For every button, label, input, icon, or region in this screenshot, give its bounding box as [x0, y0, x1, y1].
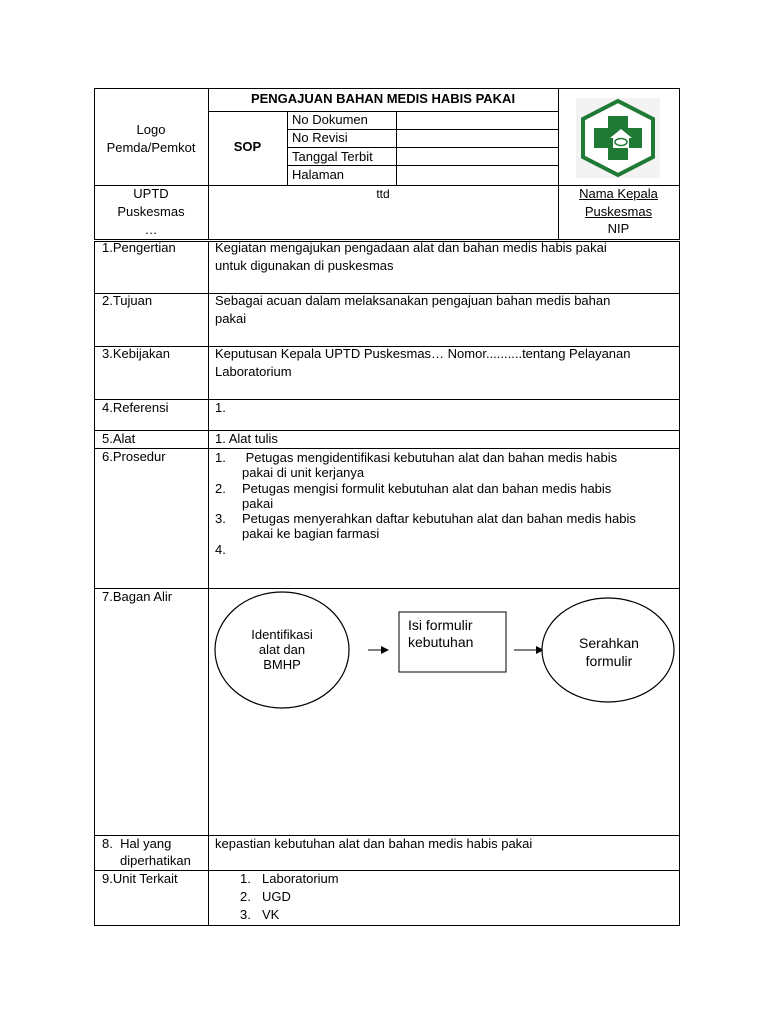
- unit-terkait-item-3-num: 3.: [240, 907, 251, 922]
- unit-terkait-item-2-text: UGD: [262, 889, 291, 904]
- prosedur-item-1: [215, 450, 617, 466]
- unit-line1: UPTD: [133, 186, 169, 201]
- prosedur-item-4: [215, 542, 242, 558]
- unit-line3: …: [144, 222, 158, 237]
- unit-terkait-item-1-num: 1.: [240, 871, 251, 886]
- tujuan-text-line2: pakai: [215, 311, 247, 326]
- unit-terkait-item-3: [240, 907, 279, 923]
- prosedur-item-3-cont: pakai ke bagian farmasi: [242, 526, 380, 541]
- pengertian-label: 1.Pengertian: [102, 240, 176, 255]
- meta-no-dokumen: No Dokumen: [292, 112, 368, 127]
- flow-step2-line1: Isi formulir: [408, 617, 473, 633]
- unit-terkait-label: 9.Unit Terkait: [102, 871, 178, 886]
- sop-label: SOP: [233, 139, 262, 154]
- unit-terkait-item-2-num: 2.: [240, 889, 251, 904]
- kebijakan-text-line2: Laboratorium: [215, 364, 292, 379]
- prosedur-item-3-text: Petugas menyerahkan daftar kebutuhan alat dan bahan medis habis: [242, 511, 636, 526]
- unit-terkait-item-1: [240, 871, 339, 887]
- hal-label-line1: 8. Hal yang: [102, 836, 172, 851]
- flow-step1-line3: BMHP: [263, 657, 301, 672]
- flow-step1-line1: Identifikasi: [251, 627, 313, 642]
- referensi-label: 4.Referensi: [102, 400, 169, 415]
- flow-step3-line2: formulir: [585, 653, 633, 669]
- puskesmas-logo-icon: [576, 98, 660, 178]
- logo-left-line2: Pemda/Pemkot: [106, 140, 196, 155]
- flow-step3-line1: Serahkan: [579, 635, 639, 651]
- prosedur-item-1-num: 1.: [215, 450, 226, 465]
- meta-halaman: Halaman: [292, 167, 345, 182]
- kebijakan-label: 3.Kebijakan: [102, 346, 170, 361]
- prosedur-item-3-num: 3.: [215, 511, 226, 526]
- bagan-alir-label: 7.Bagan Alir: [102, 589, 173, 604]
- alat-text: 1. Alat tulis: [215, 431, 278, 446]
- kebijakan-text-line1: Keputusan Kepala UPTD Puskesmas… Nomor..........tentang Pelayanan: [215, 346, 631, 361]
- prosedur-item-2: [215, 481, 611, 497]
- prosedur-item-2-text: Petugas mengisi formulit kebutuhan alat dan bahan medis habis: [242, 481, 612, 496]
- flow-step1-line2: alat dan: [258, 642, 306, 657]
- prosedur-label: 6.Prosedur: [102, 449, 166, 464]
- head-name-line1: Nama Kepala: [579, 186, 658, 201]
- prosedur-item-3: [215, 511, 636, 527]
- head-name-line2: Puskesmas: [584, 204, 653, 219]
- prosedur-item-2-cont: pakai: [242, 496, 274, 511]
- pengertian-text-line1: Kegiatan mengajukan pengadaan alat dan bahan medis habis pakai: [215, 240, 607, 255]
- signature-label: ttd: [376, 187, 390, 201]
- unit-terkait-item-2: [240, 889, 291, 905]
- hal-text: kepastian kebutuhan alat dan bahan medis habis pakai: [215, 836, 533, 851]
- unit-terkait-item-1-text: Laboratorium: [262, 871, 339, 886]
- referensi-text: 1.: [215, 400, 226, 415]
- meta-no-revisi: No Revisi: [292, 130, 348, 145]
- unit-terkait-item-3-text: VK: [262, 907, 280, 922]
- nip-label: NIP: [607, 221, 630, 236]
- prosedur-item-2-num: 2.: [215, 481, 226, 496]
- pengertian-text-line2: untuk digunakan di puskesmas: [215, 258, 394, 273]
- hal-label-line2: diperhatikan: [120, 853, 191, 868]
- tujuan-text-line1: Sebagai acuan dalam melaksanakan pengajuan bahan medis bahan: [215, 293, 611, 308]
- unit-line2: Puskesmas: [117, 204, 185, 219]
- alat-label: 5.Alat: [102, 431, 136, 446]
- flow-step2-line2: kebutuhan: [408, 634, 474, 650]
- prosedur-item-1-text: Petugas mengidentifikasi kebutuhan alat dan bahan medis habis: [242, 450, 618, 465]
- prosedur-item-4-num: 4.: [215, 542, 226, 557]
- logo-left-line1: Logo: [136, 122, 166, 137]
- prosedur-item-1-cont: pakai di unit kerjanya: [242, 465, 365, 480]
- tujuan-label: 2.Tujuan: [102, 293, 153, 308]
- meta-tanggal-terbit: Tanggal Terbit: [292, 149, 373, 164]
- document-title: PENGAJUAN BAHAN MEDIS HABIS PAKAI: [250, 91, 516, 106]
